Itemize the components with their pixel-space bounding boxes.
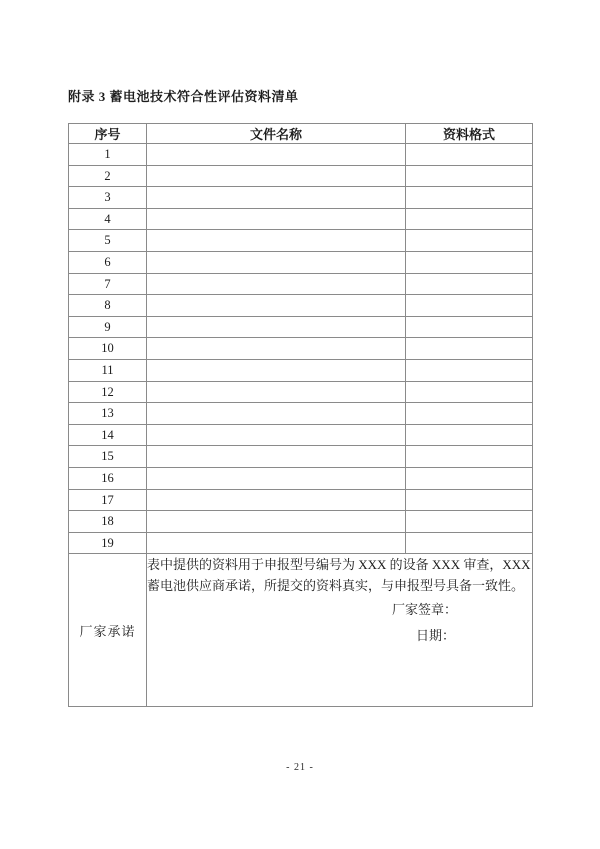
table-row (69, 381, 533, 403)
col-header-index: 序号 (69, 124, 147, 144)
row-index-cell: 2 (69, 165, 147, 187)
format-cell (406, 338, 533, 360)
table-row (69, 403, 533, 425)
table-body (69, 144, 533, 554)
col-header-format: 资料格式 (406, 124, 533, 144)
commitment-content-cell (147, 554, 533, 707)
file-name-cell (147, 208, 406, 230)
format-cell (406, 359, 533, 381)
format-cell (406, 511, 533, 533)
file-name-cell (147, 532, 406, 554)
file-name-cell (147, 511, 406, 533)
table-row (69, 511, 533, 533)
file-name-cell (147, 467, 406, 489)
row-index-cell: 6 (69, 251, 147, 273)
format-cell (406, 144, 533, 166)
table-row (69, 295, 533, 317)
file-name-cell (147, 403, 406, 425)
signature-label: 厂家签章： (392, 602, 458, 618)
file-name-cell (147, 187, 406, 209)
row-index-cell: 1 (69, 144, 147, 166)
file-name-cell (147, 230, 406, 252)
file-name-cell (147, 489, 406, 511)
format-cell (406, 273, 533, 295)
format-cell (406, 424, 533, 446)
format-cell (406, 403, 533, 425)
table-row (69, 230, 533, 252)
table-row (69, 338, 533, 360)
format-cell (406, 467, 533, 489)
row-index-cell: 17 (69, 489, 147, 511)
format-cell (406, 187, 533, 209)
format-cell (406, 316, 533, 338)
file-name-cell (147, 424, 406, 446)
file-name-cell (147, 251, 406, 273)
row-index-cell: 19 (69, 532, 147, 554)
format-cell (406, 165, 533, 187)
row-index-cell: 14 (69, 424, 147, 446)
format-cell (406, 381, 533, 403)
format-cell (406, 532, 533, 554)
format-cell (406, 446, 533, 468)
table-row (69, 467, 533, 489)
row-index-cell: 9 (69, 316, 147, 338)
table-row (69, 144, 533, 166)
table-row (69, 273, 533, 295)
commitment-label-cell: 厂家承诺 (69, 554, 147, 707)
table-row (69, 251, 533, 273)
file-name-cell (147, 359, 406, 381)
table-row (69, 446, 533, 468)
table-row (69, 489, 533, 511)
commitment-text: 表中提供的资料用于申报型号编号为 XXX 的设备 XXX 审查，XXX 蓄电池供应商承诺，所提交的资料真实，与申报型号具备一致性。 (147, 557, 531, 594)
table-row (69, 208, 533, 230)
row-index-cell: 11 (69, 359, 147, 381)
file-name-cell (147, 165, 406, 187)
table-row (69, 187, 533, 209)
row-index-cell: 10 (69, 338, 147, 360)
table-row (69, 165, 533, 187)
table-row (69, 316, 533, 338)
file-name-cell (147, 144, 406, 166)
file-name-cell (147, 446, 406, 468)
format-cell (406, 295, 533, 317)
file-name-cell (147, 295, 406, 317)
row-index-cell: 16 (69, 467, 147, 489)
format-cell (406, 251, 533, 273)
file-name-cell (147, 338, 406, 360)
table-row (69, 359, 533, 381)
appendix-table (68, 123, 533, 707)
page-title: 附录 3 蓄电池技术符合性评估资料清单 (68, 89, 299, 104)
format-cell (406, 230, 533, 252)
row-index-cell: 12 (69, 381, 147, 403)
page-number: - 21 - (286, 762, 314, 773)
table-row (69, 424, 533, 446)
row-index-cell: 15 (69, 446, 147, 468)
table-row (69, 532, 533, 554)
row-index-cell: 8 (69, 295, 147, 317)
row-index-cell: 5 (69, 230, 147, 252)
file-name-cell (147, 273, 406, 295)
format-cell (406, 208, 533, 230)
row-index-cell: 7 (69, 273, 147, 295)
file-name-cell (147, 316, 406, 338)
row-index-cell: 3 (69, 187, 147, 209)
commitment-row (69, 554, 533, 707)
row-index-cell: 13 (69, 403, 147, 425)
row-index-cell: 4 (69, 208, 147, 230)
row-index-cell: 18 (69, 511, 147, 533)
date-label: 日期： (416, 628, 456, 644)
table-header-row (69, 124, 533, 144)
file-name-cell (147, 381, 406, 403)
format-cell (406, 489, 533, 511)
col-header-file-name: 文件名称 (147, 124, 406, 144)
